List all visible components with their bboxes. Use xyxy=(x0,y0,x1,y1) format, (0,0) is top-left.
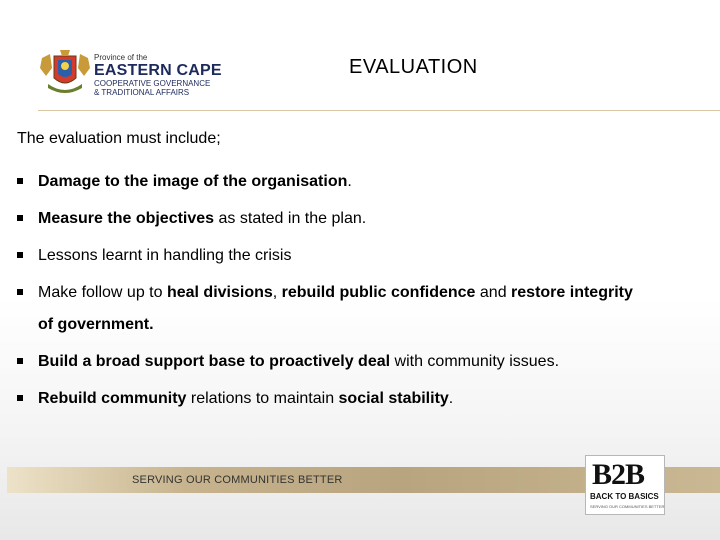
bullet-text-regular: relations to maintain xyxy=(186,390,339,407)
bullet-text-regular: as stated in the plan. xyxy=(214,210,367,227)
bullet-text-bold: Build a broad support base to proactively deal xyxy=(38,353,391,370)
eastern-cape-logo xyxy=(38,50,238,102)
bullet-text xyxy=(38,383,453,415)
bullet-text-bold: rebuild public confidence xyxy=(281,284,476,301)
back-to-basics-logo xyxy=(585,455,665,515)
coat-of-arms-icon xyxy=(38,50,92,98)
bullet-text-bold: Rebuild community xyxy=(38,390,187,407)
bullet-text xyxy=(38,240,291,272)
bullet-text-bold: heal divisions xyxy=(166,284,273,301)
b2b-subtitle: SERVING OUR COMMUNITIES BETTER xyxy=(590,504,665,509)
bullet-text xyxy=(38,203,366,235)
bullet-square-icon xyxy=(17,358,23,364)
b2b-mark: B2B xyxy=(592,458,645,491)
bullet-square-icon xyxy=(17,178,23,184)
logo-line-cogta: COOPERATIVE GOVERNANCE xyxy=(94,79,211,88)
footer-slogan: SERVING OUR COMMUNITIES BETTER xyxy=(132,474,343,486)
bullet-text xyxy=(38,309,154,341)
b2b-label: BACK TO BASICS xyxy=(590,492,659,501)
bullet-text-regular: Make follow up to xyxy=(38,284,167,301)
logo-line-eastern-cape: EASTERN CAPE xyxy=(94,62,222,79)
bullet-text-regular: . xyxy=(448,390,454,407)
logo-line-traditional-affairs: & TRADITIONAL AFFAIRS xyxy=(94,88,190,97)
bullet-text-regular: with community issues. xyxy=(390,353,560,370)
bullet-text-regular: and xyxy=(475,284,512,301)
bullet-text-regular: . xyxy=(347,173,352,190)
bullet-square-icon xyxy=(17,215,23,221)
bullet-square-icon xyxy=(17,289,23,295)
bullet-text xyxy=(38,346,559,378)
bullet-text-bold: of government. xyxy=(38,316,154,333)
bullet-square-icon xyxy=(17,252,23,258)
logo-line-province: Province of the xyxy=(94,53,148,62)
bullet-text-bold: social stability xyxy=(338,390,449,407)
bullet-text xyxy=(38,277,633,309)
bullet-text-regular: Lessons learnt in handling the crisis xyxy=(38,247,292,264)
title-divider xyxy=(38,110,720,111)
bullet-square-icon xyxy=(17,395,23,401)
intro-text: The evaluation must include; xyxy=(17,130,221,147)
bullet-text-bold: Measure the objectives xyxy=(38,210,215,227)
bullet-text xyxy=(38,166,352,198)
bullet-text-bold: restore integrity xyxy=(511,284,633,301)
slide-title: EVALUATION xyxy=(349,56,478,78)
bullet-text-regular: , xyxy=(272,284,282,301)
bullet-text-bold: Damage to the image of the organisation xyxy=(38,173,348,190)
